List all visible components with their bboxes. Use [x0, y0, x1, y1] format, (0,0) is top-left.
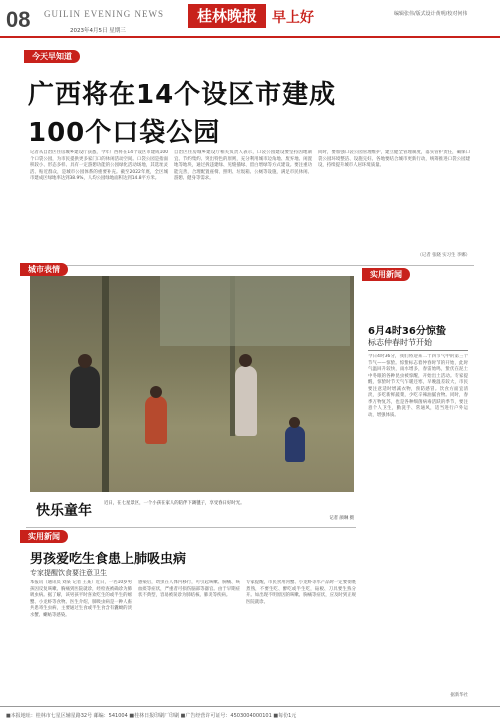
photo-title: 快乐童年	[36, 503, 92, 519]
sidebar-subtitle: 标志仲春时节开始	[368, 338, 432, 347]
article-col2: 自治区住房城乡建设厅相关负责人表示，口袋公园建设要坚持因地制宜、节约集约、突出特色的原则，充分利用城市边角地、废弃地、闲置地等地块，通过拆违建绿、见缝插绿、留白增绿等方式建设。要注重功能完善，合理配置座椅、照明、垃圾箱、公厕等设施，满足市民休闲、游憩、健身等需求。	[174, 150, 312, 181]
footer-info: ■本报地址：桂林市七星区辅星路32号 邮编：541004 ■桂林日报印刷厂印刷 ■广告经营许可证号：4503004000101 ■每份1元	[0, 706, 500, 724]
health-subtitle: 专家提醒饮食要注意卫生	[30, 569, 107, 577]
divider-health	[26, 527, 356, 528]
headline-line2: 100个口袋公园	[28, 118, 221, 148]
health-col2: 感染后，幼虫在人体内移行，可引起咳嗽、胸痛、咳血痰等症状，严重者可损伤脑部等器官。由于早期症状不典型，容易被误诊为肺结核、肺炎等疾病。	[138, 580, 240, 598]
photo-credit: 记者 颜琳 摄	[329, 516, 354, 521]
service-tag: 实用新闻	[362, 268, 410, 281]
practical-news-tag: 实用新闻	[20, 530, 68, 543]
masthead	[0, 0, 500, 38]
headline-line1: 广西将在14个设区市建成	[28, 80, 337, 110]
brand-logo: 桂林晚报	[188, 4, 266, 28]
today-tag: 今天早知道	[24, 50, 80, 63]
sidebar-column	[362, 268, 470, 706]
city-expression-tag: 城市表情	[20, 263, 68, 276]
english-name: GUILIN EVENING NEWS	[44, 9, 164, 19]
sidebar-title: 6月4时36分惊蛰	[368, 326, 446, 337]
page-number: 08	[6, 7, 31, 32]
editor-credit: 编辑张伟/版式设计黄明/校对何伟	[394, 11, 468, 17]
photo-caption: 近日，在七星景区，一个小孩在家人的陪伴下踢毽子，享受春日好时光。	[104, 501, 245, 506]
sidebar-body: 今日4时36分，我们将迎来二十四节气中的第三个节气——惊蛰。惊蛰标志着仲春时节的开始，此时气温回升较快，雨水增多，春雷始鸣，蛰伏在泥土中冬眠的各种昆虫被惊醒，开始出土活动。专家提醒，惊蛰时节天气乍暖还寒，早晚温差较大，市民要注意适时增减衣物，预防感冒。饮食方面宜清淡，多吃新鲜蔬菜，少吃辛辣油腻食物。同时，春季万物复苏，也是各种细菌病毒活跃的季节，要注意个人卫生，勤洗手、常通风，适当进行户外运动，增强体质。	[368, 354, 468, 418]
photo-children-playing	[30, 276, 354, 492]
sidebar-divider	[368, 350, 468, 351]
article-col1: 记者从自治区住房城乡建设厅获悉，今年广西将在14个设区市建成100个口袋公园，为市民提供更多家门口的休闲活动空间。口袋公园是指面积较小、形态多样、具有一定游憩功能的公园绿化活动场地，其选址灵活、贴近群众，是城市公园体系的重要补充。截至2022年底，全区城市建成区绿地率达到38.9%，人均公园绿地面积达到14.8平方米。	[30, 150, 168, 181]
reporter-credit: （记者 张晓 实习生 李娜）	[417, 253, 470, 258]
divider	[26, 265, 474, 266]
sidebar-credit: 据新华社	[450, 693, 468, 698]
article-col3: 同时，要加强口袋公园管理维护，建立健全管理制度，落实管护责任，确保口袋公园环境整洁、设施完好。各地要结合城市更新行动，统筹推进口袋公园建设，持续提升城市人居环境质量。	[318, 150, 470, 168]
health-col3: 专家提醒，市民食用河蟹、小龙虾等水产品时一定要彻底煮熟，不要生吃、醉吃或半生吃，砧板、刀具要生熟分开。如出现不明原因的咳嗽、胸痛等症状，应及时到正规医院就诊。	[246, 580, 356, 605]
date-line: 2023年4月5日 星期三	[70, 28, 126, 34]
brand-section: 早上好	[272, 10, 314, 26]
health-col1: 本报讯（通讯员 刘某 记者 王某）近日，一名10岁男孩因反复咳嗽、胸痛到医院就诊，经检查被确诊为肺吸虫病。据了解，该男孩平时喜欢吃生的或半生的螃蟹、小龙虾等食物。医生介绍，肺吸虫病是一种人畜共患寄生虫病，主要通过生食或半生食含有囊蚴的淡水蟹、蝲蛄等感染。	[30, 580, 132, 618]
health-title: 男孩爱吃生食患上肺吸虫病	[30, 552, 187, 567]
